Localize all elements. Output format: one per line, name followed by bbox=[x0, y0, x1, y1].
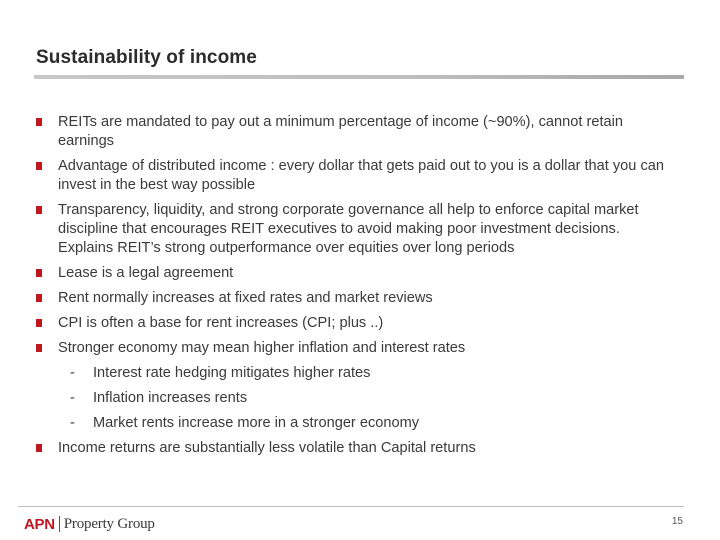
company-logo bbox=[24, 513, 155, 535]
logo-primary-text: APN bbox=[24, 515, 55, 533]
dash-bullet: - bbox=[70, 415, 75, 431]
bullet-item bbox=[36, 113, 666, 151]
bullet-item bbox=[36, 439, 666, 458]
bullet-text: Rent normally increases at fixed rates and market reviews bbox=[58, 290, 433, 306]
square-bullet-icon bbox=[36, 206, 42, 214]
sub-bullet-item bbox=[36, 364, 666, 383]
sub-bullet-text: Interest rate hedging mitigates higher rates bbox=[93, 365, 371, 381]
bullet-text: Income returns are substantially less volatile than Capital returns bbox=[58, 440, 476, 456]
sub-bullet-text: Inflation increases rents bbox=[93, 390, 248, 406]
logo-secondary-text: Property Group bbox=[63, 515, 155, 532]
sub-bullet-item bbox=[36, 389, 666, 408]
bullet-text: Transparency, liquidity, and strong corporate governance all help to enforce capital market discipline that encourages REIT executives to avoid making poor investment decisions. Explains REIT’s strong outperformance over equities over long periods bbox=[58, 202, 639, 256]
dash-bullet: - bbox=[70, 390, 75, 406]
bullet-list bbox=[36, 113, 666, 458]
square-bullet-icon bbox=[36, 269, 42, 277]
square-bullet-icon bbox=[36, 118, 42, 126]
bullet-item bbox=[36, 314, 666, 333]
bullet-text: Lease is a legal agreement bbox=[58, 265, 234, 281]
sub-bullet-text: Market rents increase more in a stronger economy bbox=[93, 415, 420, 431]
bullet-item bbox=[36, 264, 666, 283]
slide-title: Sustainability of income bbox=[36, 47, 257, 68]
bullet-item bbox=[36, 339, 666, 358]
bullet-text: Advantage of distributed income : every dollar that gets paid out to you is a dollar that you can invest in the best way possible bbox=[58, 158, 665, 193]
bullet-item bbox=[36, 289, 666, 308]
square-bullet-icon bbox=[36, 162, 42, 170]
page-number: 15 bbox=[671, 516, 683, 527]
bullet-text: CPI is often a base for rent increases (CPI; plus ..) bbox=[58, 315, 384, 331]
title-divider bbox=[34, 75, 684, 79]
bullet-text: Stronger economy may mean higher inflation and interest rates bbox=[58, 340, 466, 356]
bullet-item bbox=[36, 201, 666, 258]
square-bullet-icon bbox=[36, 444, 42, 452]
bullet-text: REITs are mandated to pay out a minimum percentage of income (~90%), cannot retain earnings bbox=[58, 114, 623, 149]
sub-bullet-item bbox=[36, 414, 666, 433]
square-bullet-icon bbox=[36, 294, 42, 302]
logo-separator bbox=[59, 516, 60, 532]
square-bullet-icon bbox=[36, 319, 42, 327]
dash-bullet: - bbox=[70, 365, 75, 381]
footer-divider bbox=[18, 506, 684, 507]
bullet-item bbox=[36, 157, 666, 195]
square-bullet-icon bbox=[36, 344, 42, 352]
